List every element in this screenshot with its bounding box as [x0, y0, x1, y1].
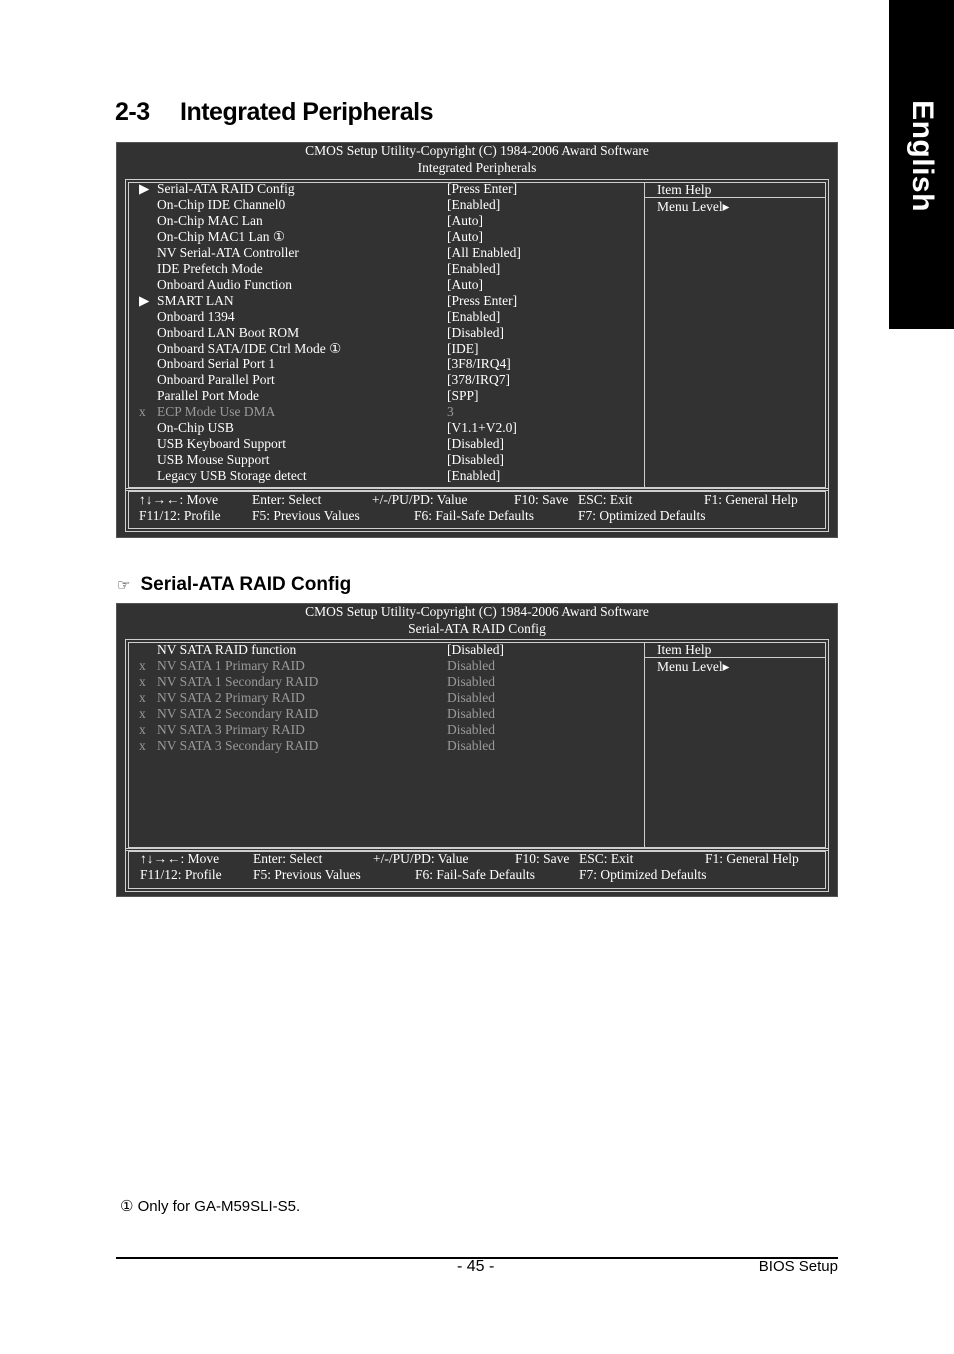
setting-value: 3 — [447, 404, 454, 420]
disabled-marker: x — [139, 689, 146, 705]
key-failsafe: F6: Fail-Safe Defaults — [415, 867, 535, 882]
submenu-arrow-icon: ▶ — [139, 181, 150, 196]
key-previous: F5: Previous Values — [253, 867, 361, 882]
bios-screen-title: Integrated Peripherals — [417, 159, 537, 175]
setting-label: Onboard Audio Function — [157, 276, 292, 292]
bios-copyright: CMOS Setup Utility-Copyright (C) 1984-2006 Award Software — [305, 143, 649, 158]
setting-label: Onboard 1394 — [157, 308, 235, 324]
disabled-marker: x — [139, 705, 146, 721]
bios-menu-frame — [125, 179, 829, 491]
setting-label: NV SATA 3 Secondary RAID — [157, 737, 319, 753]
bios-screen-title: Serial-ATA RAID Config — [408, 620, 546, 636]
setting-value[interactable]: [IDE] — [447, 340, 479, 356]
setting-value: Disabled — [447, 657, 495, 673]
section-heading — [115, 98, 433, 127]
setting-value: Disabled — [447, 737, 495, 753]
setting-value[interactable]: [SPP] — [447, 388, 479, 404]
setting-label: NV SATA 2 Primary RAID — [157, 689, 305, 705]
key-help: F1: General Help — [705, 851, 799, 866]
setting-value[interactable]: [Enabled] — [447, 308, 501, 324]
setting-label: On-Chip IDE Channel0 — [157, 196, 286, 212]
item-help-panel — [644, 182, 826, 488]
setting-label: Serial-ATA RAID Config — [157, 181, 295, 196]
key-value: +/-/PU/PD: Value — [373, 851, 469, 866]
key-select: Enter: Select — [253, 851, 323, 866]
language-label: English — [905, 100, 939, 212]
bios-key-legend — [125, 488, 829, 532]
setting-value[interactable]: [Enabled] — [447, 468, 501, 484]
setting-label: SMART LAN — [157, 292, 234, 308]
setting-value[interactable]: [Enabled] — [447, 196, 501, 212]
setting-value[interactable]: [Auto] — [447, 276, 483, 292]
setting-value[interactable]: [Disabled] — [447, 452, 504, 468]
setting-label: On-Chip MAC Lan — [157, 212, 263, 228]
setting-label: Onboard Parallel Port — [157, 372, 275, 388]
bios-screen-integrated-peripherals — [116, 142, 838, 538]
key-value: +/-/PU/PD: Value — [372, 492, 468, 507]
section-title: Integrated Peripherals — [180, 98, 433, 126]
footer-section-label: BIOS Setup — [758, 1258, 838, 1275]
key-exit: ESC: Exit — [578, 492, 633, 507]
setting-value[interactable]: [Disabled] — [447, 642, 504, 657]
setting-label: NV SATA 2 Secondary RAID — [157, 705, 319, 721]
setting-label: Onboard SATA/IDE Ctrl Mode ① — [157, 340, 342, 356]
item-help-title: Item Help — [645, 182, 826, 198]
setting-value[interactable]: [378/IRQ7] — [447, 372, 510, 388]
item-help-title: Item Help — [645, 642, 826, 658]
setting-value[interactable]: [Disabled] — [447, 324, 504, 340]
setting-value: Disabled — [447, 721, 495, 737]
setting-label: NV SATA 3 Primary RAID — [157, 721, 305, 737]
key-profile: F11/12: Profile — [140, 867, 222, 882]
setting-value[interactable]: [Auto] — [447, 212, 483, 228]
setting-value[interactable]: [3F8/IRQ4] — [447, 356, 511, 372]
bios-copyright: CMOS Setup Utility-Copyright (C) 1984-2006 Award Software — [305, 604, 649, 619]
item-help-panel — [644, 642, 826, 848]
disabled-marker: x — [139, 721, 146, 737]
key-save: F10: Save — [514, 492, 569, 507]
key-previous: F5: Previous Values — [252, 508, 360, 523]
setting-value[interactable]: [Auto] — [447, 228, 483, 244]
setting-value[interactable]: [V1.1+V2.0] — [447, 420, 517, 436]
right-triangle-icon: ▸ — [722, 199, 730, 214]
setting-value[interactable]: [All Enabled] — [447, 244, 521, 260]
key-optimized: F7: Optimized Defaults — [578, 508, 706, 523]
setting-value: Disabled — [447, 705, 495, 721]
setting-label: IDE Prefetch Mode — [157, 260, 263, 276]
bios-key-legend — [125, 848, 829, 892]
key-optimized: F7: Optimized Defaults — [579, 867, 707, 882]
setting-label: NV SATA 1 Secondary RAID — [157, 673, 319, 689]
key-exit: ESC: Exit — [579, 851, 634, 866]
submenu-arrow-icon: ▶ — [139, 292, 150, 308]
setting-label: On-Chip USB — [157, 420, 234, 436]
setting-label: NV SATA RAID function — [157, 642, 297, 657]
disabled-marker: x — [139, 404, 146, 420]
setting-value[interactable]: [Enabled] — [447, 260, 501, 276]
disabled-marker: x — [139, 737, 146, 753]
setting-value[interactable]: [Press Enter] — [447, 292, 518, 308]
setting-value[interactable]: [Press Enter] — [447, 181, 518, 196]
disabled-marker: x — [139, 673, 146, 689]
setting-value: Disabled — [447, 689, 495, 705]
setting-label: ECP Mode Use DMA — [157, 404, 276, 420]
setting-label: USB Mouse Support — [157, 452, 270, 468]
page-number: - 45 - — [457, 1258, 495, 1275]
key-help: F1: General Help — [704, 492, 798, 507]
menu-level: Menu Level▸ — [657, 199, 730, 214]
subsection-title: Serial-ATA RAID Config — [140, 574, 352, 595]
bios-screen-serial-ata-raid — [116, 603, 838, 897]
key-profile: F11/12: Profile — [139, 508, 221, 523]
setting-label: On-Chip MAC1 Lan ① — [157, 228, 285, 244]
setting-label: Parallel Port Mode — [157, 388, 259, 404]
key-move: ↑↓→←: Move — [139, 492, 219, 507]
right-triangle-icon: ▸ — [722, 659, 730, 674]
key-save: F10: Save — [515, 851, 570, 866]
disabled-marker: x — [139, 657, 146, 673]
key-select: Enter: Select — [252, 492, 322, 507]
setting-label: USB Keyboard Support — [157, 436, 286, 452]
setting-value: Disabled — [447, 673, 495, 689]
setting-label: Onboard LAN Boot ROM — [157, 324, 300, 340]
footnote: ① Only for GA-M59SLI-S5. — [120, 1198, 301, 1215]
setting-label: NV Serial-ATA Controller — [157, 244, 299, 260]
setting-label: Onboard Serial Port 1 — [157, 356, 276, 372]
bios-menu-frame — [125, 639, 829, 851]
subsection-heading — [117, 574, 351, 596]
setting-label: NV SATA 1 Primary RAID — [157, 657, 305, 673]
language-tab — [889, 0, 954, 329]
key-move: ↑↓→←: Move — [140, 851, 220, 866]
menu-level: Menu Level▸ — [657, 659, 730, 674]
key-failsafe: F6: Fail-Safe Defaults — [414, 508, 534, 523]
setting-value[interactable]: [Disabled] — [447, 436, 504, 452]
section-number: 2-3 — [115, 98, 150, 126]
pointing-hand-icon: ☞ — [117, 577, 131, 594]
setting-label: Legacy USB Storage detect — [157, 468, 307, 484]
